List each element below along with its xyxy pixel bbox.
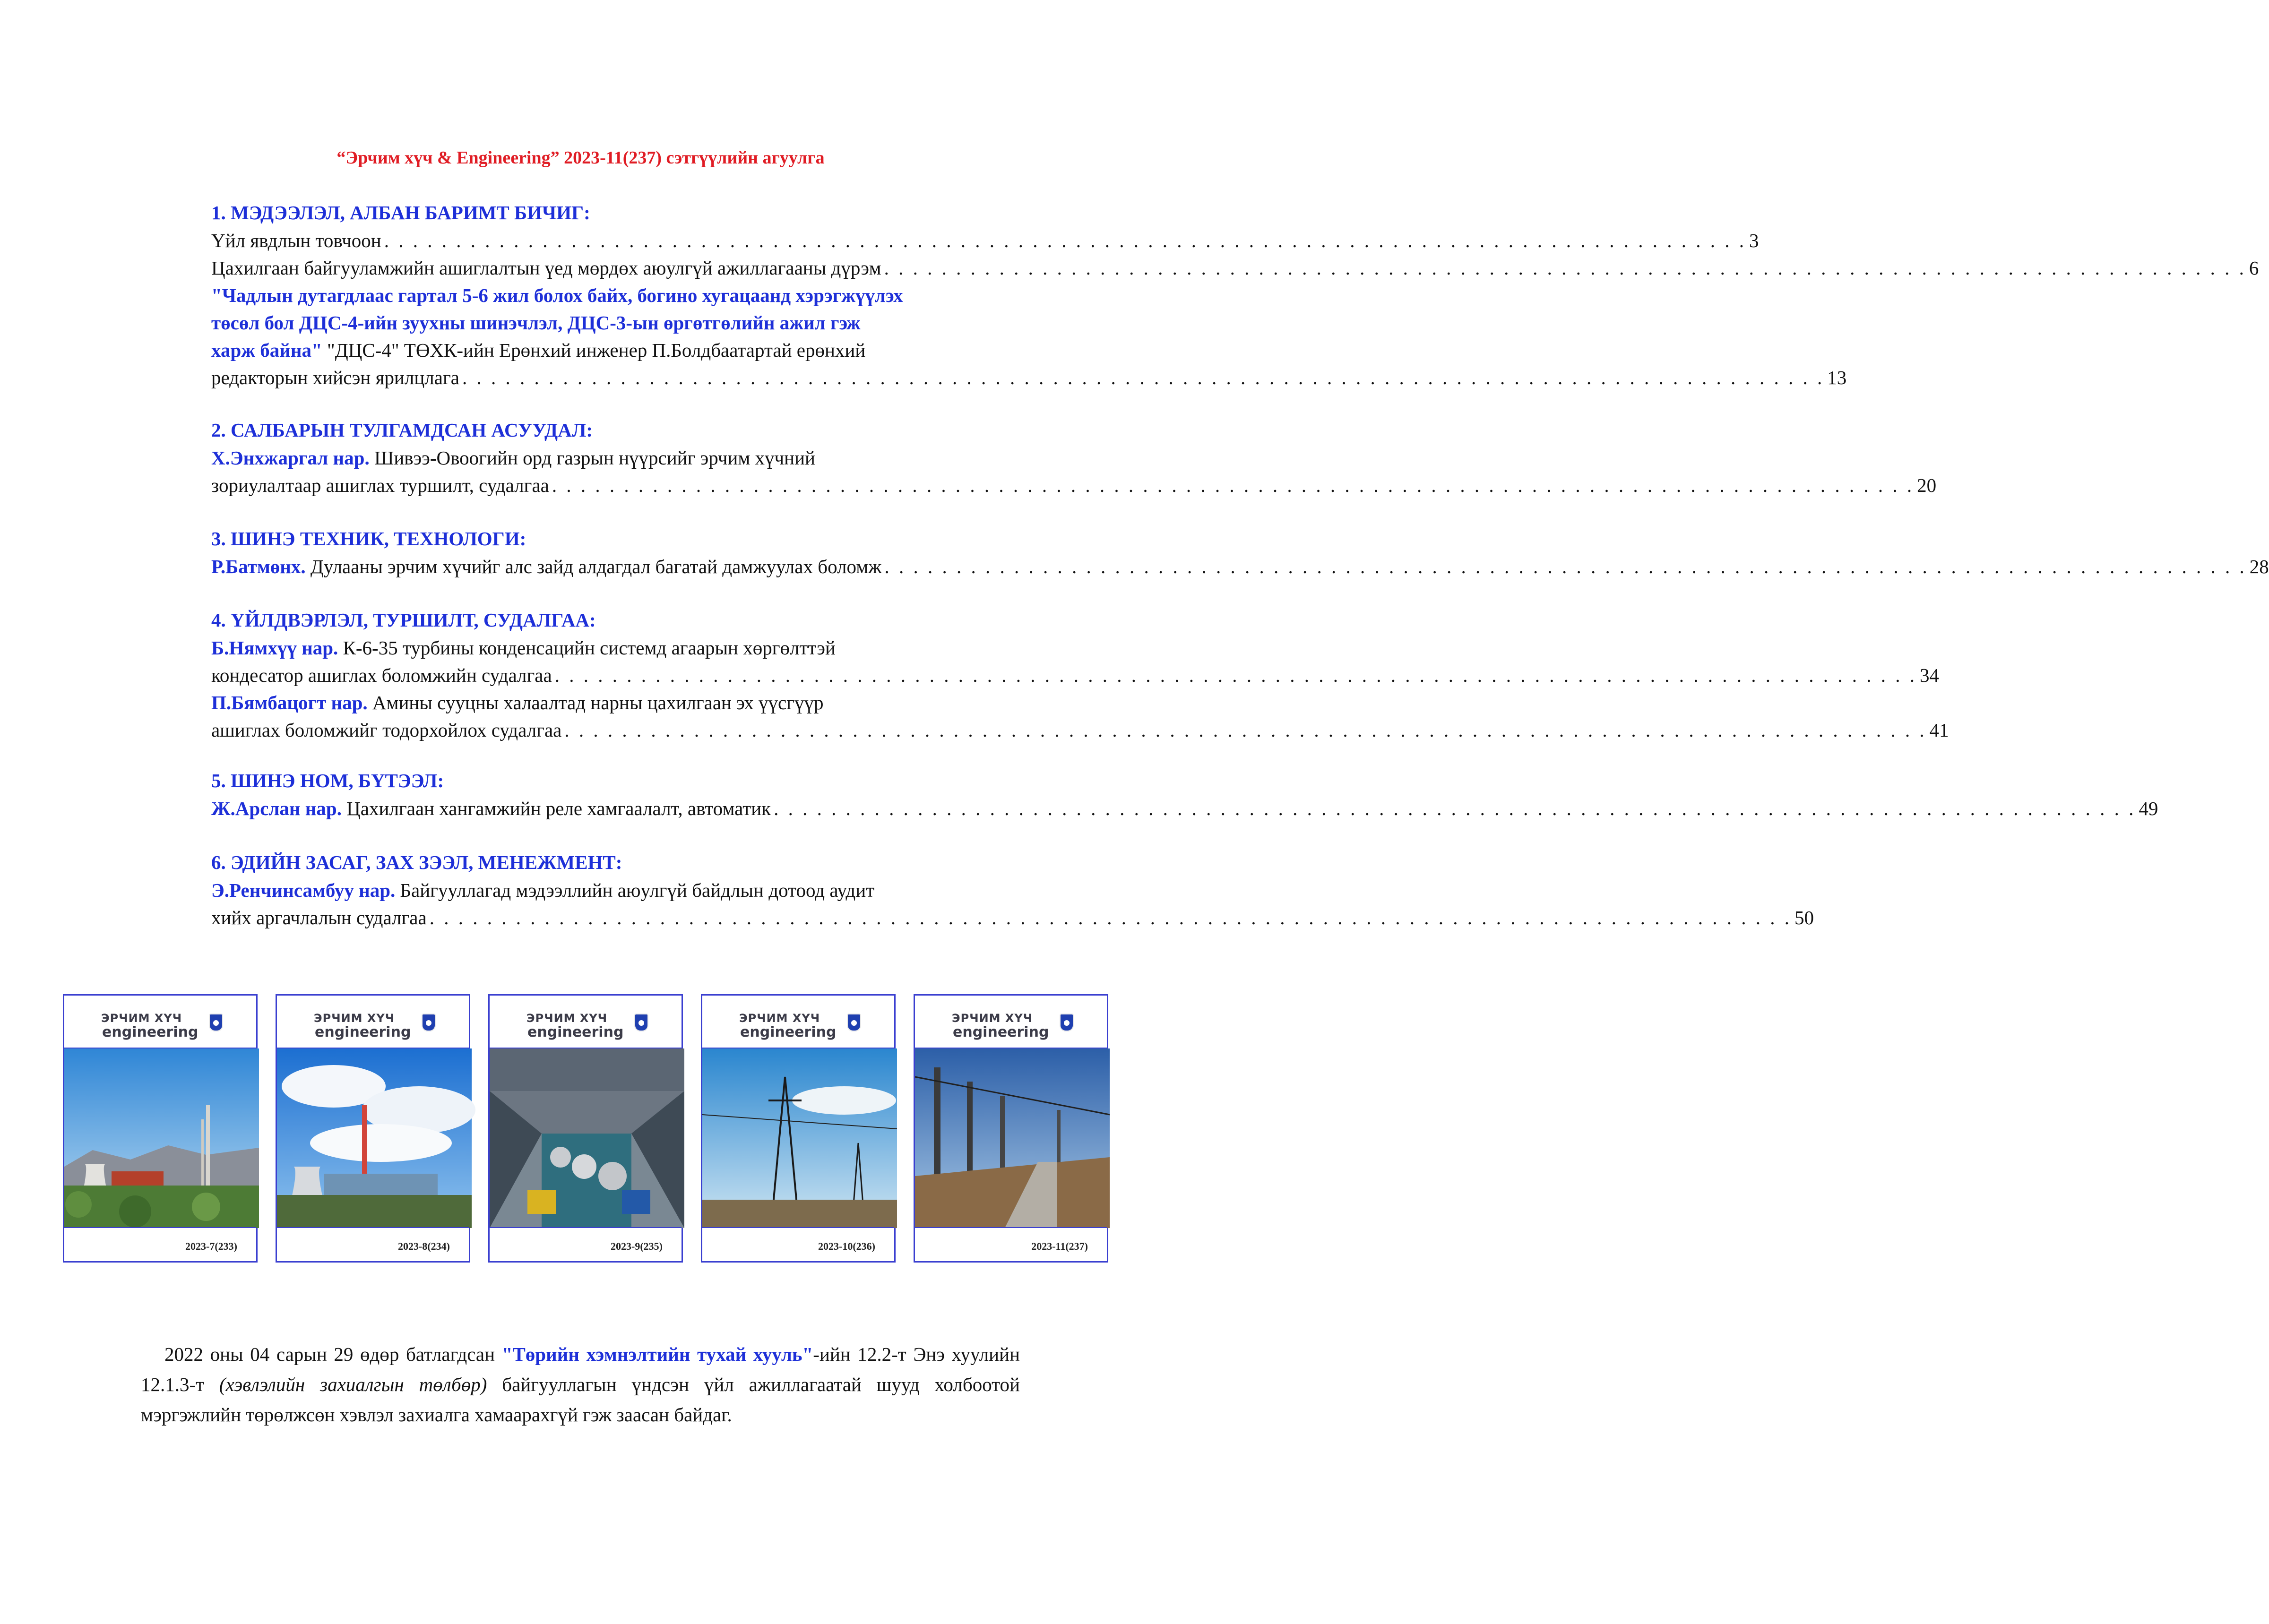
page-number: 6 bbox=[2249, 257, 2259, 279]
section-heading: 3. ШИНЭ ТЕХНИК, ТЕХНОЛОГИ: bbox=[211, 528, 526, 550]
toc-entry[interactable]: Б.Нямхүү нар. К-6-35 турбины конденсацийн системд агаарын хөргөлттэй кондесатор ашиглах боломжийн судалгаа . . . . . . . . . . . . . . . . . . . . . . . . . . . . . . . . . . . . . . . . . . . . . . . . . . . . . . . . . . . . . . . . . . . . . . . . . . . . . . . . . . . . . . . . . . . . . . . 34 bbox=[211, 634, 1027, 689]
dot-leader: . . . . . . . . . . . . . . . . . . . . . . . . . . . . . . . . . . . . . . . . . . . . . . . . . . . . . . . . . . . . . . . . . . . . . . . . . . . . . . . . . . . . . . . . . . . . . . . bbox=[429, 907, 1792, 928]
author: Х.Энхжаргал нар. bbox=[211, 447, 370, 469]
pump-hall-photo bbox=[490, 1048, 684, 1228]
page-number: 50 bbox=[1794, 907, 1814, 928]
cover-2023-8[interactable] bbox=[276, 994, 470, 1263]
magazine-covers bbox=[63, 994, 1112, 1263]
cover-masthead bbox=[915, 996, 1107, 1048]
footer-note: 2022 оны 04 сарын 29 өдөр батлагдсан "Төрийн хэмнэлтийн тухай хууль"-ийн 12.2-т Энэ хуулийн 12.1.3-т (хэвлэлийн захиалгын төлбөр) байгууллагын үндсэн үйл ажиллагаатай шууд холбоотой мэргэжлийн төрөлжсөн хэвлэл захиалга хамаарахгүй гэж заасан байдаг. bbox=[141, 1343, 1020, 1426]
page-number: 3 bbox=[1749, 230, 1759, 251]
issue-number: 2023-8(234) bbox=[398, 1240, 450, 1252]
toc-entry[interactable]: Ж.Арслан нар. Цахилгаан хангамжийн реле хамгаалалт, автоматик . . . . . . . . . . . . . . . . . . . . . . . . . . . . . . . . . . . . . . . . . . . . . . . . . . . . . . . . . . . . . . . . . . . . . . . . . . . . . . . . . . . . . . . . . . . . . . . 49 bbox=[211, 795, 1027, 822]
toc-section-1 bbox=[211, 198, 2259, 391]
toc-entry[interactable]: Цахилгаан байгууламжийн ашиглалтын үед мөрдөх аюулгүй ажиллагааны дүрэм . . . . . . . . . . . . . . . . . . . . . . . . . . . . . . . . . . . . . . . . . . . . . . . . . . . . . . . . . . . . . . . . . . . . . . . . . . . . . . . . . . . . . . . . . . . . . . . 6 bbox=[211, 254, 1027, 282]
toc-section-5 bbox=[211, 766, 2158, 822]
emblem-icon bbox=[1060, 1014, 1074, 1031]
dot-leader: . . . . . . . . . . . . . . . . . . . . . . . . . . . . . . . . . . . . . . . . . . . . . . . . . . . . . . . . . . . . . . . . . . . . . . . . . . . . . . . . . . . . . . . . . . . . . . . bbox=[552, 474, 1915, 496]
issue-number: 2023-10(236) bbox=[818, 1240, 875, 1252]
emblem-icon bbox=[634, 1014, 648, 1031]
emblem-icon bbox=[422, 1014, 436, 1031]
cover-masthead bbox=[702, 996, 894, 1048]
logo-text: ЭРЧИМ ХҮЧ bbox=[101, 1012, 182, 1025]
emblem-icon bbox=[847, 1014, 861, 1031]
author: Р.Батмөнх. bbox=[211, 556, 306, 577]
law-title: "Төрийн хэмнэлтийн тухай хууль" bbox=[501, 1343, 813, 1365]
logo-text: engineering bbox=[953, 1024, 1049, 1040]
toc-section-3 bbox=[211, 524, 2269, 580]
power-plant-photo bbox=[64, 1048, 259, 1228]
cover-2023-10[interactable] bbox=[701, 994, 896, 1263]
issue-number: 2023-9(235) bbox=[611, 1240, 663, 1252]
emblem-icon bbox=[209, 1014, 223, 1031]
page-number: 20 bbox=[1917, 474, 1937, 496]
power-plant-photo bbox=[277, 1048, 472, 1228]
toc-entry[interactable]: П.Бямбацогт нар. Амины сууцны халаалтад нарны цахилгаан эх үүсгүүр ашиглах боломжийг тодорхойлох судалгаа . . . . . . . . . . . . . . . . . . . . . . . . . . . . . . . . . . . . . . . . . . . . . . . . . . . . . . . . . . . . . . . . . . . . . . . . . . . . . . . . . . . . . . . . . . . . . . . 41 bbox=[211, 689, 1027, 744]
section-heading: 2. САЛБАРЫН ТУЛГАМДСАН АСУУДАЛ: bbox=[211, 419, 593, 441]
toc-entry-interview[interactable]: "Чадлын дутагдлаас гартал 5-6 жил болох байх, богино хугацаанд хэрэгжүүлэх төсөл бол ДЦС-4-ийн зуухны шинэчлэл, ДЦС-3-ын өргөтгөлийн ажил гэж харж байна" "ДЦС-4" ТӨХК-ийн Ерөнхий инженер П.Болдбаатартай ерөнхий редакторын хийсэн ярилцлага . . . . . . . . . . . . . . . . . . . . . . . . . . . . . . . . . . . . . . . . . . . . . . . . . . . . . . . . . . . . . . . . . . . . . . . . . . . . . . . . . . . . . . . . . . . . . . . 13 bbox=[211, 282, 1027, 391]
page-number: 41 bbox=[1929, 719, 1949, 741]
dot-leader: . . . . . . . . . . . . . . . . . . . . . . . . . . . . . . . . . . . . . . . . . . . . . . . . . . . . . . . . . . . . . . . . . . . . . . . . . . . . . . . . . . . . . . . . . . . . . . . bbox=[462, 367, 1825, 388]
page-number: 13 bbox=[1827, 367, 1847, 388]
page-number: 34 bbox=[1919, 664, 1939, 686]
section-heading: 5. ШИНЭ НОМ, БҮТЭЭЛ: bbox=[211, 770, 444, 791]
toc-section-2 bbox=[211, 416, 1937, 499]
toc-entry[interactable]: Э.Ренчинсамбуу нар. Байгууллагад мэдээллийн аюулгүй байдлын дотоод аудит хийх аргачлалын судалгаа . . . . . . . . . . . . . . . . . . . . . . . . . . . . . . . . . . . . . . . . . . . . . . . . . . . . . . . . . . . . . . . . . . . . . . . . . . . . . . . . . . . . . . . . . . . . . . . 50 bbox=[211, 876, 1027, 931]
section-heading: 4. ҮЙЛДВЭРЛЭЛ, ТУРШИЛТ, СУДАЛГАА: bbox=[211, 609, 596, 631]
author: Ж.Арслан нар. bbox=[211, 798, 342, 819]
logo-text: engineering bbox=[740, 1024, 837, 1040]
power-lines-photo bbox=[702, 1048, 897, 1228]
page-number: 49 bbox=[2139, 798, 2158, 819]
dot-leader: . . . . . . . . . . . . . . . . . . . . . . . . . . . . . . . . . . . . . . . . . . . . . . . . . . . . . . . . . . . . . . . . . . . . . . . . . . . . . . . . . . . . . . . . . . . . . . . bbox=[884, 257, 2246, 279]
logo-text: engineering bbox=[527, 1024, 624, 1040]
page-title: “Эрчим хүч & Engineering” 2023-11(237) сэтгүүлийн агуулга bbox=[336, 148, 825, 168]
logo-text: ЭРЧИМ ХҮЧ bbox=[952, 1012, 1033, 1025]
logo-text: ЭРЧИМ ХҮЧ bbox=[526, 1012, 608, 1025]
issue-number: 2023-7(233) bbox=[185, 1240, 237, 1252]
toc-entry[interactable]: Х.Энхжаргал нар. Шивээ-Овоогийн орд газрын нүүрсийг эрчим хүчний зориулалтаар ашиглах туршилт, судалгаа . . . . . . . . . . . . . . . . . . . . . . . . . . . . . . . . . . . . . . . . . . . . . . . . . . . . . . . . . . . . . . . . . . . . . . . . . . . . . . . . . . . . . . . . . . . . . . . 20 bbox=[211, 444, 1027, 499]
logo-text: ЭРЧИМ ХҮЧ bbox=[314, 1012, 395, 1025]
dot-leader: . . . . . . . . . . . . . . . . . . . . . . . . . . . . . . . . . . . . . . . . . . . . . . . . . . . . . . . . . . . . . . . . . . . . . . . . . . . . . . . . . . . . . . . . . . . . . . . bbox=[384, 230, 1747, 251]
cover-2023-7[interactable] bbox=[63, 994, 258, 1263]
logo-text: engineering bbox=[102, 1024, 198, 1040]
cover-masthead bbox=[277, 996, 469, 1048]
section-heading: 1. МЭДЭЭЛЭЛ, АЛБАН БАРИМТ БИЧИГ: bbox=[211, 202, 590, 223]
cover-masthead bbox=[64, 996, 256, 1048]
toc-section-6 bbox=[211, 848, 1814, 931]
author: Э.Ренчинсамбуу нар. bbox=[211, 879, 396, 901]
cover-masthead bbox=[490, 996, 682, 1048]
dot-leader: . . . . . . . . . . . . . . . . . . . . . . . . . . . . . . . . . . . . . . . . . . . . . . . . . . . . . . . . . . . . . . . . . . . . . . . . . . . . . . . . . . . . . . . . . . . . . . . bbox=[884, 556, 2247, 577]
author: Б.Нямхүү нар. bbox=[211, 637, 338, 659]
cover-2023-9[interactable] bbox=[488, 994, 683, 1263]
logo-text: ЭРЧИМ ХҮЧ bbox=[739, 1012, 820, 1025]
toc-section-4 bbox=[211, 606, 1949, 744]
cover-2023-11[interactable] bbox=[914, 994, 1108, 1263]
toc-entry[interactable]: Р.Батмөнх. Дулааны эрчим хүчийг алс зайд алдагдал багатай дамжуулах боломж . . . . . . . . . . . . . . . . . . . . . . . . . . . . . . . . . . . . . . . . . . . . . . . . . . . . . . . . . . . . . . . . . . . . . . . . . . . . . . . . . . . . . . . . . . . . . . . 28 bbox=[211, 553, 1027, 580]
issue-number: 2023-11(237) bbox=[1031, 1240, 1088, 1252]
substation-photo bbox=[915, 1048, 1110, 1228]
dot-leader: . . . . . . . . . . . . . . . . . . . . . . . . . . . . . . . . . . . . . . . . . . . . . . . . . . . . . . . . . . . . . . . . . . . . . . . . . . . . . . . . . . . . . . . . . . . . . . . bbox=[564, 719, 1927, 741]
dot-leader: . . . . . . . . . . . . . . . . . . . . . . . . . . . . . . . . . . . . . . . . . . . . . . . . . . . . . . . . . . . . . . . . . . . . . . . . . . . . . . . . . . . . . . . . . . . . . . . bbox=[554, 664, 1917, 686]
dot-leader: . . . . . . . . . . . . . . . . . . . . . . . . . . . . . . . . . . . . . . . . . . . . . . . . . . . . . . . . . . . . . . . . . . . . . . . . . . . . . . . . . . . . . . . . . . . . . . . bbox=[774, 798, 2136, 819]
author: П.Бямбацогт нар. bbox=[211, 692, 368, 713]
page-number: 28 bbox=[2249, 556, 2269, 577]
logo-text: engineering bbox=[315, 1024, 411, 1040]
toc-entry[interactable]: Үйл явдлын товчоон . . . . . . . . . . . . . . . . . . . . . . . . . . . . . . . . . . . . . . . . . . . . . . . . . . . . . . . . . . . . . . . . . . . . . . . . . . . . . . . . . . . . . . . . . . . . . . . 3 bbox=[211, 227, 1027, 254]
section-heading: 6. ЭДИЙН ЗАСАГ, ЗАХ ЗЭЭЛ, МЕНЕЖМЕНТ: bbox=[211, 851, 622, 873]
